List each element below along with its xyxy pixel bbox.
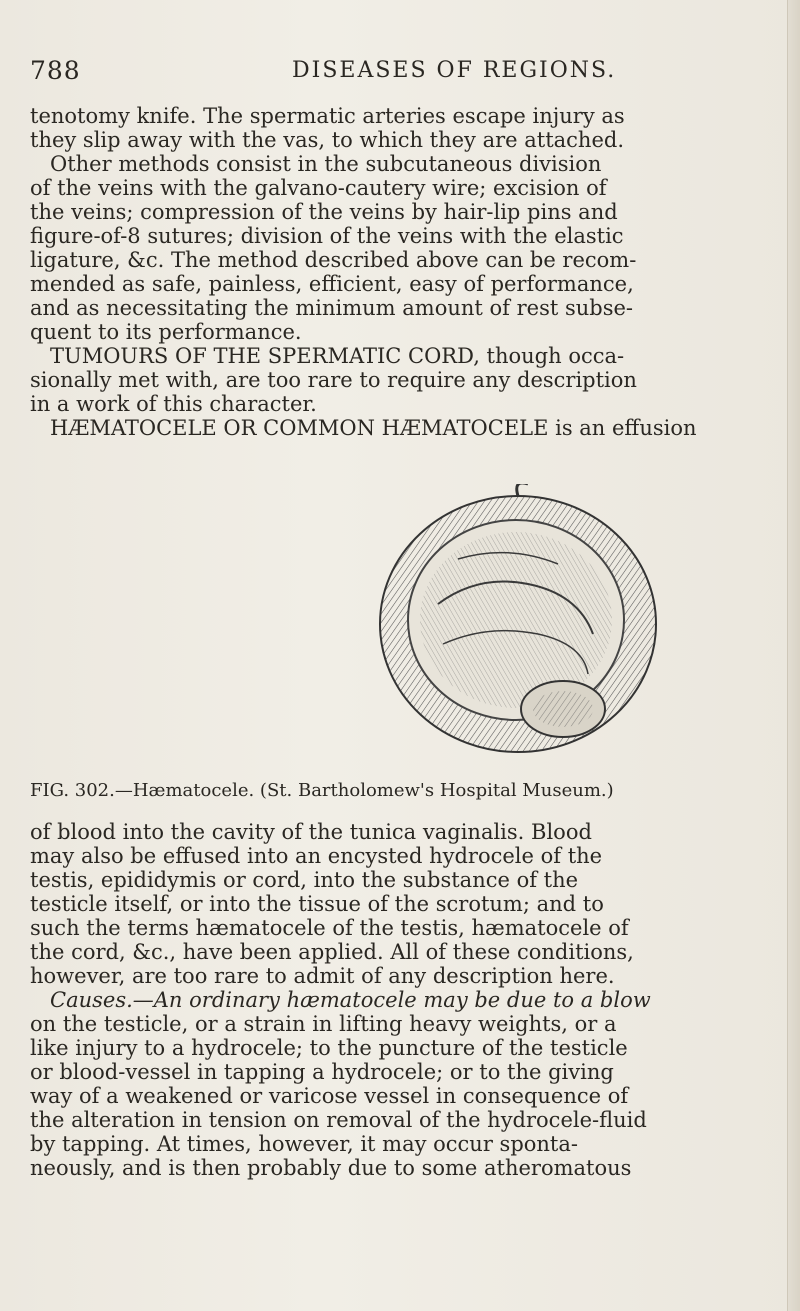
text-line: and as necessitating the minimum amount of rest subse-: [30, 296, 634, 320]
text-line: by tapping. At times, however, it may occur sponta-: [30, 1132, 578, 1156]
page-number: 788: [30, 56, 81, 85]
text-line: testis, epididymis or cord, into the substance of the: [30, 868, 579, 892]
text-line: testicle itself, or into the tissue of the scrotum; and to: [30, 892, 604, 916]
spermatic-cord: [517, 484, 528, 496]
text-line: in a work of this character.: [30, 392, 317, 416]
haematocele-illustration: [368, 484, 658, 764]
text-line: Other methods consist in the subcutaneous division: [50, 152, 602, 176]
body-text-top: [30, 104, 770, 440]
text-line: they slip away with the vas, to which they are attached.: [30, 128, 624, 152]
text-line: such the terms hæmatocele of the testis, hæmatocele of: [30, 916, 629, 940]
text-line: of the veins with the galvano-cautery wire; excision of: [30, 176, 607, 200]
text-line: way of a weakened or varicose vessel in consequence of: [30, 1084, 629, 1108]
text-line: the veins; compression of the veins by hair-lip pins and: [30, 200, 618, 224]
causes-heading-line: Causes.—An ordinary hæmatocele may be due to a blow: [50, 988, 651, 1012]
text-line: on the testicle, or a strain in lifting heavy weights, or a: [30, 1012, 617, 1036]
section-heading-haematocele: HÆMATOCELE OR COMMON HÆMATOCELE is an effusion: [50, 416, 697, 440]
text-line: the alteration in tension on removal of the hydrocele-fluid: [30, 1108, 647, 1132]
text-line: of blood into the cavity of the tunica vaginalis. Blood: [30, 820, 592, 844]
testis: [521, 681, 605, 737]
text-line: or blood-vessel in tapping a hydrocele; or to the giving: [30, 1060, 614, 1084]
text-line: figure-of-8 sutures; division of the veins with the elastic: [30, 224, 624, 248]
figure-haematocele: [368, 484, 658, 764]
text-line: quent to its performance.: [30, 320, 302, 344]
text-line: like injury to a hydrocele; to the puncture of the testicle: [30, 1036, 628, 1060]
text-line: tenotomy knife. The spermatic arteries escape injury as: [30, 104, 625, 128]
page-edge: [787, 0, 800, 1311]
body-text-bottom: [30, 820, 770, 1180]
page-header: [30, 56, 770, 88]
text-line: sionally met with, are too rare to require any description: [30, 368, 637, 392]
running-head: DISEASES OF REGIONS.: [292, 58, 617, 83]
text-line: may also be effused into an encysted hydrocele of the: [30, 844, 603, 868]
text-line: neously, and is then probably due to some atheromatous: [30, 1156, 632, 1180]
text-line: mended as safe, painless, efficient, easy of performance,: [30, 272, 634, 296]
text-line: the cord, &c., have been applied. All of these conditions,: [30, 940, 634, 964]
text-line: ligature, &c. The method described above can be recom-: [30, 248, 637, 272]
section-heading-tumours: TUMOURS OF THE SPERMATIC CORD, though occa-: [50, 344, 625, 368]
figure-caption: FIG. 302.—Hæmatocele. (St. Bartholomew's Hospital Museum.): [30, 780, 614, 801]
text-line: however, are too rare to admit of any description here.: [30, 964, 615, 988]
